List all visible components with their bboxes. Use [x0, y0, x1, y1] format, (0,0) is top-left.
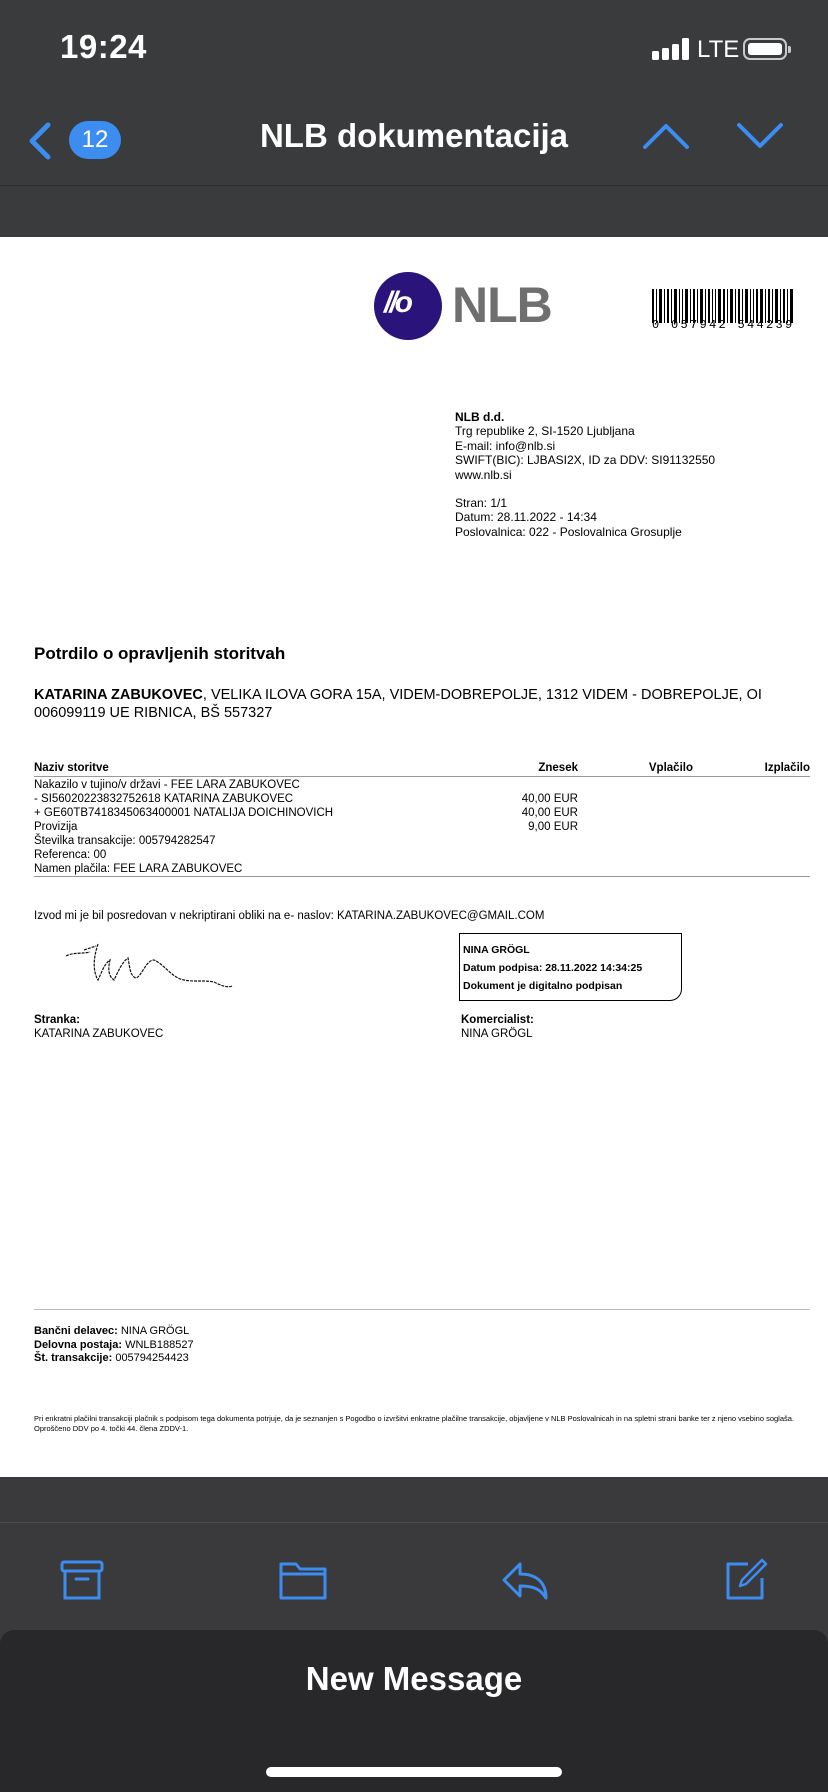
branch: Poslovalnica: 022 - Poslovalnica Grosuplje: [455, 524, 682, 539]
footer-divider: [34, 1309, 810, 1310]
table-row: [34, 820, 810, 834]
stamp-date: Datum podpisa: 28.11.2022 14:34:25: [463, 962, 643, 974]
status-bar: [0, 0, 828, 95]
row-text: - SI56020223832752618 KATARINA ZABUKOVEC: [34, 793, 294, 805]
header-payment: Vplačilo: [648, 762, 693, 774]
digital-signature-stamp: [459, 933, 682, 1001]
stamp-name: NINA GRÖGL: [463, 944, 530, 956]
row-text: Številka transakcije: 005794282547: [34, 835, 216, 847]
header-amount: Znesek: [538, 762, 578, 774]
page-title: NLB dokumentacija: [259, 117, 569, 154]
client-address: , VELIKA ILOVA GORA 15A, VIDEM-DOBREPOLJE, 1312 VIDEM - DOBREPOLJE, OI 006099119 UE RIBNICA, BŠ 557327: [34, 687, 762, 721]
row-text: Referenca: 00: [34, 849, 107, 861]
table-row: [34, 848, 810, 862]
home-indicator: [266, 1767, 562, 1777]
row-text: Provizija: [34, 821, 78, 833]
status-time: 19:24: [60, 28, 147, 65]
document-date: Datum: 28.11.2022 - 14:34: [455, 510, 597, 525]
workstation-value: WNLB188527: [122, 1338, 194, 1351]
header-service: Naziv storitve: [34, 762, 109, 774]
row-text: Nakazilo v tujino/v državi - FEE LARA ZABUKOVEC: [34, 779, 300, 791]
client-name: KATARINA ZABUKOVEC: [34, 687, 203, 703]
row-amount: 9,00 EUR: [528, 821, 578, 833]
chevron-down-icon[interactable]: [736, 121, 784, 151]
client-details: [34, 686, 794, 722]
workstation-label: Delovna postaja:: [34, 1338, 123, 1351]
new-message-label[interactable]: New Message: [305, 1660, 523, 1697]
attachment-header-strip: [0, 185, 828, 238]
table-row: [34, 792, 810, 806]
folder-icon[interactable]: [278, 1558, 328, 1602]
compose-icon[interactable]: [724, 1558, 768, 1602]
table-body: [34, 778, 810, 876]
table-header: [34, 762, 810, 777]
chevron-up-icon[interactable]: [642, 121, 690, 151]
client-signature: [64, 942, 234, 992]
transaction-value: 005794254423: [112, 1352, 189, 1364]
bank-info: [455, 410, 715, 539]
table-row: [34, 834, 810, 848]
table-row: [34, 778, 810, 792]
reply-icon[interactable]: [500, 1558, 550, 1602]
battery-icon: [743, 38, 787, 60]
mail-toolbar: [0, 1523, 828, 1623]
nlb-logo-icon: //o: [374, 272, 442, 340]
viewer-background: [0, 1477, 828, 1523]
row-text: + GE60TB7418345063400001 NATALIJA DOICHINOVICH: [34, 807, 334, 819]
legal-footnote: Pri enkratni plačilni transakciji plačnik s podpisom tega dokumenta potrjuje, da je seznanjen s Pogodbo o izvršitvi enkratne plačilne transakcije, objavljene v NLB Poslovalnicah in na spletni strani banke ter z njeno vsebino soglaša. Oproščeno DDV po 4. točki 44. člena ZDDV-1.: [34, 1414, 795, 1433]
navigation-bar: [0, 95, 828, 185]
client-sign-block: [34, 1013, 163, 1041]
page-number: Stran: 1/1: [455, 496, 508, 511]
delivery-note: Izvod mi je bil posredovan v nekriptirani obliki na e- naslov: KATARINA.ZABUKOVEC@GMAIL.COM: [34, 910, 545, 922]
network-label: LTE: [697, 36, 740, 63]
header-withdrawal: Izplačilo: [764, 762, 810, 774]
worker-value: NINA GRÖGL: [117, 1325, 190, 1337]
worker-info: [34, 1325, 194, 1366]
agent-sign-name: NINA GRÖGL: [461, 1028, 533, 1040]
table-row: [34, 806, 810, 820]
archive-icon[interactable]: [60, 1558, 104, 1602]
client-sign-name: KATARINA ZABUKOVEC: [34, 1028, 164, 1040]
transaction-label: Št. transakcije:: [34, 1352, 113, 1364]
client-label: Stranka:: [34, 1014, 81, 1026]
logo-text: NLB: [452, 277, 552, 333]
bank-address: Trg republike 2, SI-1520 Ljubljana: [455, 424, 635, 439]
stamp-note: Dokument je digitalno podpisan: [463, 980, 623, 992]
table-divider: [34, 876, 810, 877]
back-count-badge[interactable]: 12: [69, 121, 121, 159]
bank-email: E-mail: info@nlb.si: [455, 438, 556, 453]
document-title: Potrdilo o opravljenih storitvah: [34, 644, 286, 663]
row-amount: 40,00 EUR: [521, 807, 578, 819]
new-message-sheet[interactable]: [0, 1630, 828, 1792]
table-row: [34, 862, 810, 876]
bank-name: NLB d.d.: [455, 410, 505, 424]
agent-sign-block: [461, 1013, 534, 1041]
document-page[interactable]: [0, 237, 828, 1477]
bank-swift: SWIFT(BIC): LJBASI2X, ID za DDV: SI91132550: [455, 453, 716, 468]
worker-label: Bančni delavec:: [34, 1325, 118, 1337]
row-text: Namen plačila: FEE LARA ZABUKOVEC: [34, 863, 243, 875]
row-amount: 40,00 EUR: [521, 793, 578, 805]
agent-label: Komercialist:: [461, 1014, 534, 1026]
barcode-number: 0 057942 544239: [652, 318, 795, 332]
bank-web: www.nlb.si: [455, 467, 512, 482]
